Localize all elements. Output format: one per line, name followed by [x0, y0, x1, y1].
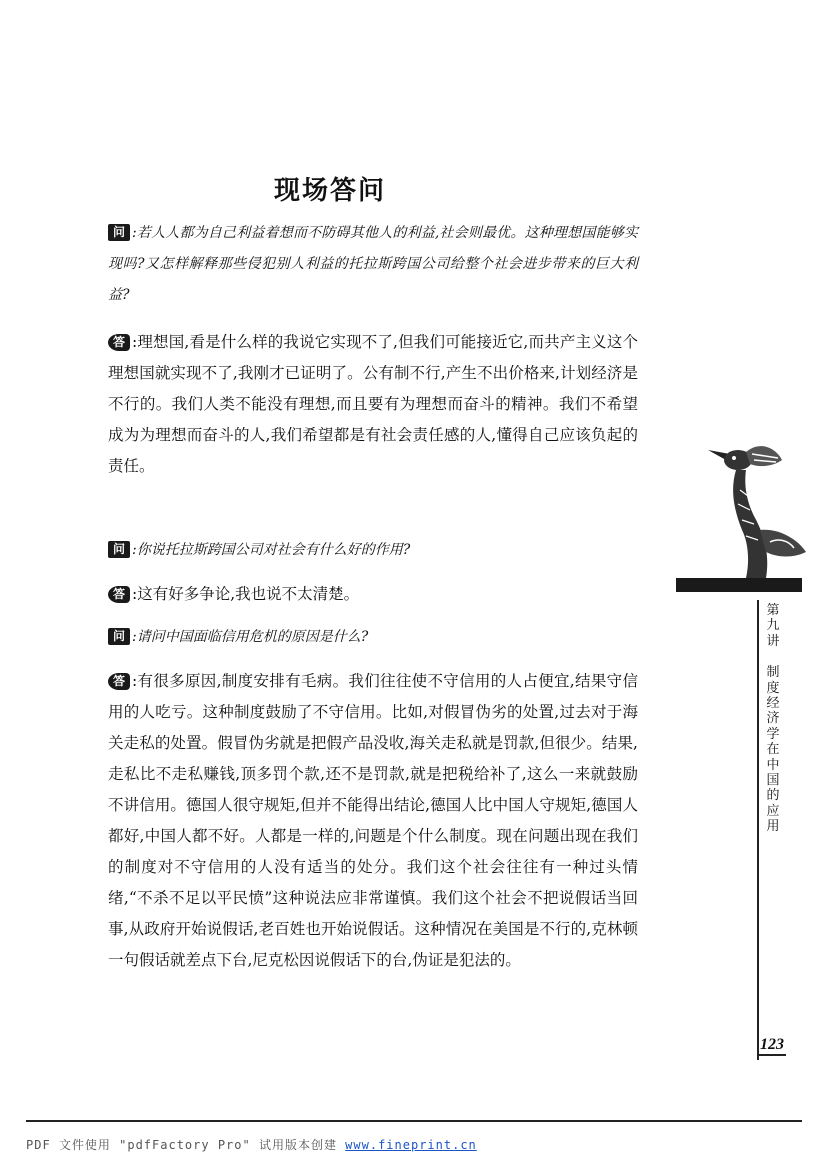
sidebar-divider [757, 600, 759, 1060]
answer-1 [78, 327, 638, 482]
question-text: :若人人都为自己利益着想而不防碍其他人的利益,社会则最优。这种理想国能够实现吗?又怎样解释那些侵犯别人利益的托拉斯跨国公司给整个社会进步带来的巨大利益? [108, 225, 638, 303]
chapter-running-head [763, 603, 783, 835]
question-badge-icon: 问 [108, 628, 130, 645]
answer-badge-icon: 答 [108, 673, 130, 690]
section-title: 现场答问 [273, 176, 386, 206]
question-3 [78, 622, 638, 653]
answer-text: :这有好多争论,我也说不太清楚。 [132, 585, 360, 603]
footer-text: PDF 文件使用 "pdfFactory Pro" 试用版本创建 [26, 1138, 346, 1152]
pdf-footer [26, 1136, 477, 1153]
chapter-label: 第九讲 [766, 603, 780, 649]
question-2 [78, 535, 638, 566]
page-number: 123 [758, 1036, 786, 1056]
bottom-rule [26, 1120, 802, 1122]
answer-3 [78, 666, 638, 976]
question-badge-icon: 问 [108, 224, 130, 241]
answer-text: :理想国,看是什么样的我说它实现不了,但我们可能接近它,而共产主义这个理想国就实现不了,我刚才已证明了。公有制不行,产生不出价格来,计划经济是不行的。我们人类不能没有理想,而且要有为理想而奋斗的精神。我们不希望成为为理想而奋斗的人,我们希望都是有社会责任感的人,懂得自己应该负起的责任。 [108, 333, 638, 475]
question-text: :你说托拉斯跨国公司对社会有什么好的作用? [132, 542, 411, 558]
footer-link[interactable]: www.fineprint.cn [345, 1138, 477, 1152]
chapter-topic: 制度经济学在中国的应用 [766, 665, 780, 835]
bird-ornament-icon [690, 430, 808, 580]
question-badge-icon: 问 [108, 541, 130, 558]
answer-badge-icon: 答 [108, 586, 130, 603]
sidebar-rule [676, 578, 802, 592]
answer-text: :有很多原因,制度安排有毛病。我们往往使不守信用的人占便宜,结果守信用的人吃亏。这种制度鼓励了不守信用。比如,对假冒伪劣的处置,过去对于海关走私的处置。假冒伪劣就是把假产品没收,海关走私就是罚款,但很少。结果,走私比不走私赚钱,顶多罚个款,还不是罚款,就是把税给补了,这么一来就鼓励不讲信用。德国人很守规矩,但并不能得出结论,德国人比中国人守规矩,德国人都好,中国人都不好。人都是一样的,问题是个什么制度。现在问题出现在我们的制度对不守信用的人没有适当的处分。我们这个社会往往有一种过头情绪,“不杀不足以平民愤”这种说法应非常谨慎。我们这个社会不把说假话当回事,从政府开始说假话,老百姓也开始说假话。这种情况在美国是不行的,克林顿一句假话就差点下台,尼克松因说假话下的台,伪证是犯法的。 [108, 672, 638, 969]
question-text: :请问中国面临信用危机的原因是什么? [132, 629, 369, 645]
answer-badge-icon: 答 [108, 334, 130, 351]
question-1 [78, 218, 638, 311]
answer-2 [78, 579, 638, 610]
